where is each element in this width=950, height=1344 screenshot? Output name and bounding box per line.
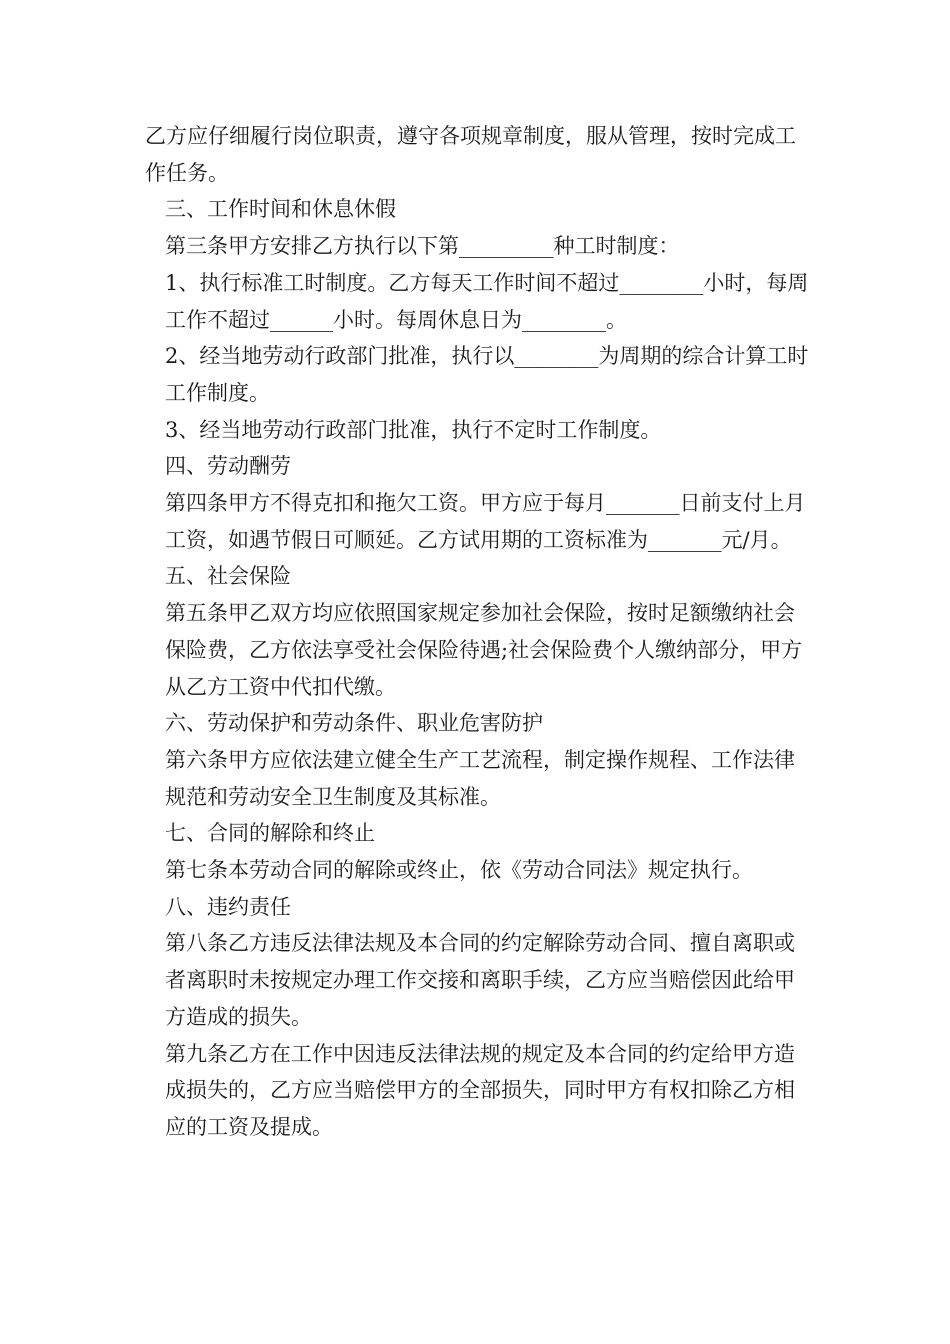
document-body xyxy=(145,118,815,1146)
section-heading: 六、劳动保护和劳动条件、职业危害防护 xyxy=(165,711,543,736)
clause-paragraph: 1、执行标准工时制度。乙方每天工作时间不超过________小时，每周工作不超过______小时。每周休息日为________。 xyxy=(165,270,809,332)
clause-paragraph: 第九条乙方在工作中因违反法律法规的规定及本合同的约定给甲方造成损失的，乙方应当赔偿甲方的全部损失，同时甲方有权扣除乙方相应的工资及提成。 xyxy=(165,1041,795,1139)
clause-paragraph: 第七条本劳动合同的解除或终止，依《劳动合同法》规定执行。 xyxy=(165,858,753,883)
clause-paragraph: 第五条甲乙双方均应依照国家规定参加社会保险，按时足额缴纳社会保险费，乙方依法享受社会保险待遇;社会保险费个人缴纳部分，甲方从乙方工资中代扣代缴。 xyxy=(165,601,803,699)
clause-paragraph: 第三条甲方安排乙方执行以下第_________种工时制度： xyxy=(165,234,680,259)
clause-paragraph: 第四条甲方不得克扣和拖欠工资。甲方应于每月_______日前支付上月工资，如遇节假日可顺延。乙方试用期的工资标准为_______元/月。 xyxy=(165,491,806,552)
section-heading: 三、工作时间和休息休假 xyxy=(165,197,396,222)
section-heading: 五、社会保险 xyxy=(165,564,291,589)
section-heading: 四、劳动酬劳 xyxy=(165,454,291,479)
clause-paragraph: 第八条乙方违反法律法规及本合同的约定解除劳动合同、擅自离职或者离职时未按规定办理工作交接和离职手续，乙方应当赔偿因此给甲方造成的损失。 xyxy=(165,931,795,1029)
section-heading: 八、违约责任 xyxy=(165,894,291,919)
clause-paragraph: 第六条甲方应依法建立健全生产工艺流程，制定操作规程、工作法律规范和劳动安全卫生制度及其标准。 xyxy=(165,747,795,809)
clause-paragraph: 乙方应仔细履行岗位职责，遵守各项规章制度，服从管理，按时完成工作任务。 xyxy=(145,124,796,185)
clause-paragraph: 2、经当地劳动行政部门批准，执行以________为周期的综合计算工时工作制度。 xyxy=(165,344,809,405)
section-heading: 七、合同的解除和终止 xyxy=(165,821,375,846)
clause-paragraph: 3、经当地劳动行政部门批准，执行不定时工作制度。 xyxy=(165,417,662,442)
